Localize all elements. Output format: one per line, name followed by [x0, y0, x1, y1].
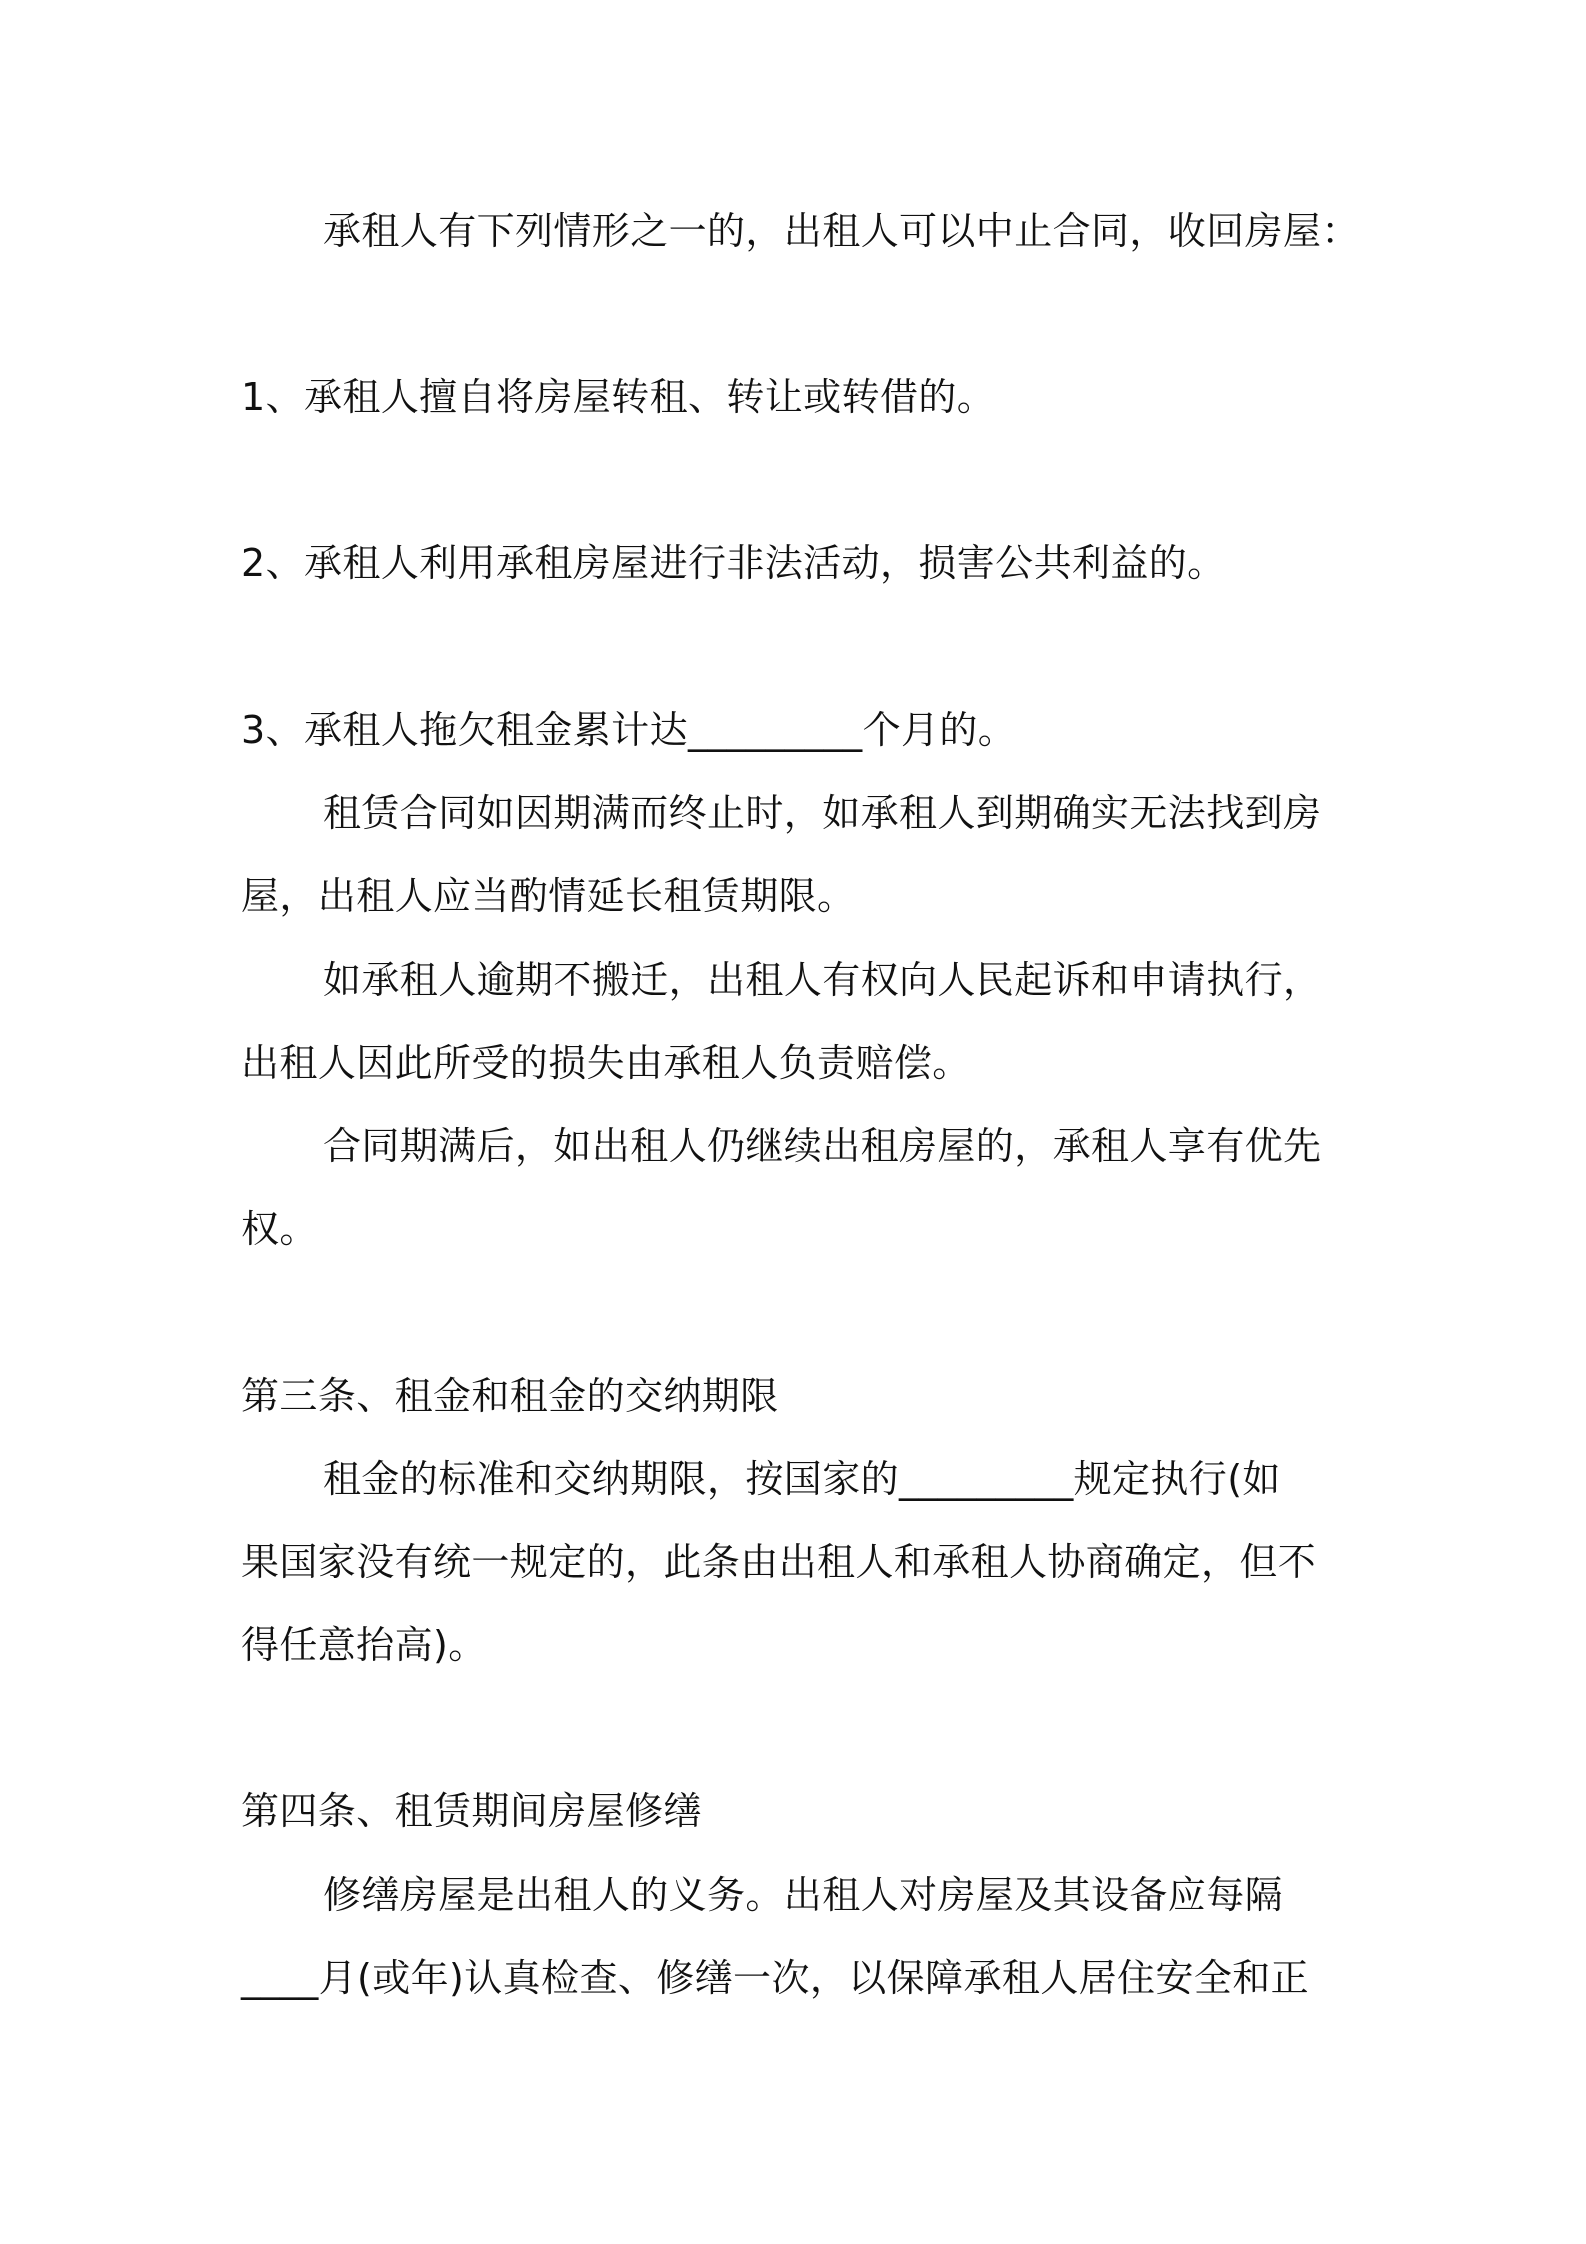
- overdue-paragraph-line-1: 如承租人逾期不搬迁，出租人有权向人民起诉和申请执行，: [323, 958, 1322, 1002]
- expiry-paragraph-line-1: 租赁合同如因期满而终止时，如承租人到期确实无法找到房: [323, 791, 1322, 835]
- list-item-1: 1、承租人擅自将房屋转租、转让或转借的。: [241, 375, 996, 419]
- article-4-heading: 第四条、租赁期间房屋修缮: [241, 1789, 702, 1833]
- article-4-line-2: ____月(或年)认真检查、修缮一次，以保障承租人居住安全和正: [241, 1956, 1310, 2000]
- intro-paragraph: 承租人有下列情形之一的，出租人可以中止合同，收回房屋：: [323, 209, 1360, 253]
- article-3-line-3: 得任意抬高)。: [241, 1623, 487, 1667]
- expiry-paragraph-line-2: 屋，出租人应当酌情延长租赁期限。: [241, 874, 856, 918]
- list-item-2: 2、承租人利用承租房屋进行非法活动，损害公共利益的。: [241, 541, 1226, 585]
- article-3-line-2: 果国家没有统一规定的，此条由出租人和承租人协商确定，但不: [241, 1540, 1317, 1584]
- overdue-paragraph-line-2: 出租人因此所受的损失由承租人负责赔偿。: [241, 1041, 971, 1085]
- article-4-line-1: 修缮房屋是出租人的义务。出租人对房屋及其设备应每隔: [323, 1873, 1284, 1917]
- article-3-heading: 第三条、租金和租金的交纳期限: [241, 1374, 779, 1418]
- priority-paragraph-line-1: 合同期满后，如出租人仍继续出租房屋的，承租人享有优先: [323, 1124, 1322, 1168]
- priority-paragraph-line-2: 权。: [241, 1207, 318, 1251]
- article-3-line-1: 租金的标准和交纳期限，按国家的_________规定执行(如: [323, 1457, 1281, 1501]
- list-item-3: 3、承租人拖欠租金累计达_________个月的。: [241, 708, 1017, 752]
